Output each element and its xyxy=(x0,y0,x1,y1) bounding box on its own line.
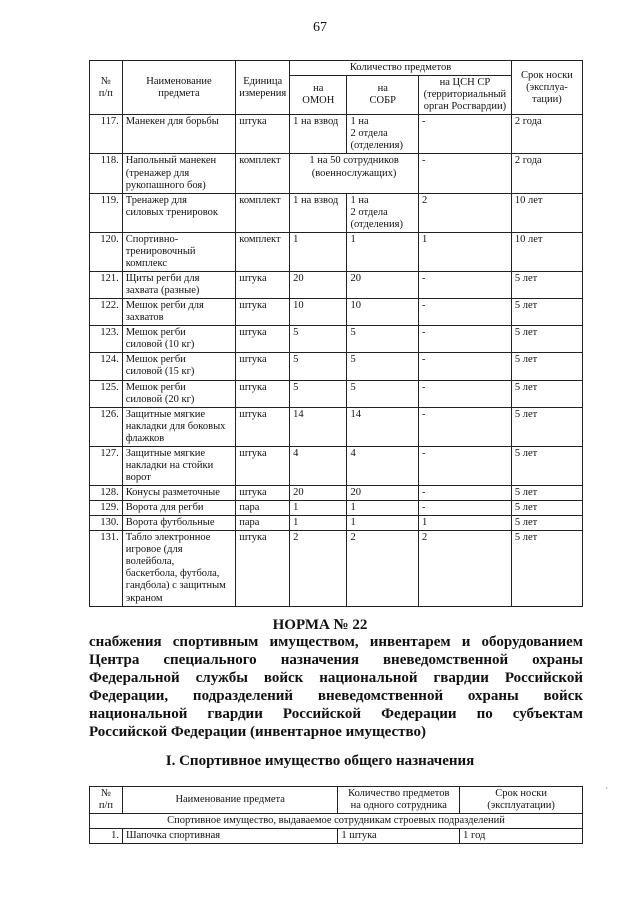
row-num: 117. xyxy=(90,115,123,154)
header-qty-csn: на ЦСН СР (территориальный орган Росгвардии) xyxy=(418,76,511,115)
row-wear: 5 лет xyxy=(511,501,582,516)
row-qty-omon: 5 xyxy=(290,326,347,353)
row-name: Щиты регби для захвата (разные) xyxy=(122,272,236,299)
row-wear: 5 лет xyxy=(511,486,582,501)
row-qty-omon: 4 xyxy=(290,446,347,485)
row-name: Напольный манекен (тренажер для рукопашного боя) xyxy=(122,154,236,193)
row-unit: штука xyxy=(236,486,290,501)
row-qty-omon: 20 xyxy=(290,486,347,501)
group-label: Спортивное имущество, выдаваемое сотрудникам строевых подразделений xyxy=(90,814,583,829)
row-qty-csn: 1 xyxy=(418,516,511,531)
row-num: 118. xyxy=(90,154,123,193)
row-wear: 5 лет xyxy=(511,299,582,326)
row-qty-sobr: 5 xyxy=(347,380,419,407)
row-qty-sobr: 1 на 2 отдела (отделения) xyxy=(347,115,419,154)
row-qty-sobr: 1 xyxy=(347,501,419,516)
row-wear: 2 года xyxy=(511,154,582,193)
row-qty-omon: 10 xyxy=(290,299,347,326)
margin-mark: ′ xyxy=(606,786,608,795)
table-row xyxy=(90,299,583,326)
table-row xyxy=(90,232,583,271)
row-unit: штука xyxy=(236,446,290,485)
row-unit: штука xyxy=(236,326,290,353)
row-qty-sobr: 20 xyxy=(347,486,419,501)
row-wear: 10 лет xyxy=(511,193,582,232)
row-num: 123. xyxy=(90,326,123,353)
table-row xyxy=(90,115,583,154)
row-qty-csn: - xyxy=(418,353,511,380)
row-unit: штука xyxy=(236,115,290,154)
row-qty-csn: - xyxy=(418,380,511,407)
header-unit: Единица измерения xyxy=(236,61,290,115)
row-name: Ворота футбольные xyxy=(122,516,236,531)
row-num: 1. xyxy=(90,829,123,844)
t2-header-qty: Количество предметов на одного сотрудника xyxy=(338,787,460,814)
row-qty-sobr: 14 xyxy=(347,407,419,446)
row-name: Мешок регби для захватов xyxy=(122,299,236,326)
row-qty-omon: 20 xyxy=(290,272,347,299)
row-qty-sobr: 20 xyxy=(347,272,419,299)
row-name: Шапочка спортивная xyxy=(122,829,337,844)
row-num: 131. xyxy=(90,531,123,606)
row-unit: комплект xyxy=(236,154,290,193)
row-unit: штука xyxy=(236,272,290,299)
row-wear: 1 год xyxy=(460,829,583,844)
row-num: 122. xyxy=(90,299,123,326)
row-num: 119. xyxy=(90,193,123,232)
row-qty-csn: - xyxy=(418,446,511,485)
row-num: 121. xyxy=(90,272,123,299)
row-unit: штука xyxy=(236,407,290,446)
t2-header-name: Наименование предмета xyxy=(122,787,337,814)
row-qty-csn: - xyxy=(418,272,511,299)
row-name: Тренажер для силовых тренировок xyxy=(122,193,236,232)
row-qty-sobr: 2 xyxy=(347,531,419,606)
row-wear: 5 лет xyxy=(511,380,582,407)
table-row xyxy=(90,407,583,446)
table-row xyxy=(90,446,583,485)
table-row xyxy=(90,353,583,380)
table-row xyxy=(90,516,583,531)
row-name: Защитные мягкие накладки на стойки ворот xyxy=(122,446,236,485)
row-qty-sobr: 1 xyxy=(347,516,419,531)
row-qty-csn: - xyxy=(418,486,511,501)
t2-header-wear: Срок носки (эксплуатации) xyxy=(460,787,583,814)
row-num: 130. xyxy=(90,516,123,531)
row-num: 124. xyxy=(90,353,123,380)
row-qty-omon: 1 xyxy=(290,516,347,531)
header-qty-group: Количество предметов xyxy=(290,61,512,76)
row-num: 127. xyxy=(90,446,123,485)
sports-equipment-table xyxy=(89,60,583,607)
row-name: Ворота для регби xyxy=(122,501,236,516)
table-row xyxy=(90,829,583,844)
row-unit: штука xyxy=(236,299,290,326)
row-unit: штука xyxy=(236,531,290,606)
row-qty: 1 штука xyxy=(338,829,460,844)
table-row xyxy=(90,154,583,193)
header-wear: Срок носки (эксплуа- тации) xyxy=(511,61,582,115)
table-row xyxy=(90,501,583,516)
row-name: Манекен для борьбы xyxy=(122,115,236,154)
row-wear: 10 лет xyxy=(511,232,582,271)
row-qty-sobr: 5 xyxy=(347,353,419,380)
header-num: № п/п xyxy=(90,61,123,115)
row-wear: 2 года xyxy=(511,115,582,154)
row-wear: 5 лет xyxy=(511,516,582,531)
row-qty-omon: 1 на взвод xyxy=(290,115,347,154)
row-qty-csn: 1 xyxy=(418,232,511,271)
row-qty-sobr: 1 xyxy=(347,232,419,271)
table-row xyxy=(90,486,583,501)
header-name: Наименование предмета xyxy=(122,61,236,115)
row-qty-sobr: 4 xyxy=(347,446,419,485)
t2-header-num: № п/п xyxy=(90,787,123,814)
row-wear: 5 лет xyxy=(511,272,582,299)
table-row xyxy=(90,326,583,353)
table-row xyxy=(90,193,583,232)
row-qty-sobr: 1 на 2 отдела (отделения) xyxy=(347,193,419,232)
row-qty-omon: 2 xyxy=(290,531,347,606)
row-num: 125. xyxy=(90,380,123,407)
row-unit: штука xyxy=(236,380,290,407)
row-num: 120. xyxy=(90,232,123,271)
row-name: Защитные мягкие накладки для боковых флажков xyxy=(122,407,236,446)
row-qty-csn: - xyxy=(418,326,511,353)
row-unit: пара xyxy=(236,501,290,516)
row-qty-csn: 2 xyxy=(418,531,511,606)
norm-description: снабжения спортивным имуществом, инвентарем и оборудованием Центра специального назначения вневедомственной охраны Федеральной службы войск национальной гвардии Российской Федерации, подразделений вневедомственной охраны войск национальной гвардии Российской Федерации по субъектам Российской Федерации (инвентарное имущество) xyxy=(89,634,583,740)
row-qty-merged: 1 на 50 сотрудников (военнослужащих) xyxy=(290,154,419,193)
row-name: Мешок регби силовой (15 кг) xyxy=(122,353,236,380)
row-qty-sobr: 5 xyxy=(347,326,419,353)
norm-title: НОРМА № 22 xyxy=(272,617,368,633)
row-qty-omon: 1 xyxy=(290,501,347,516)
row-unit: пара xyxy=(236,516,290,531)
row-wear: 5 лет xyxy=(511,353,582,380)
row-qty-csn: - xyxy=(418,299,511,326)
row-name: Мешок регби силовой (10 кг) xyxy=(122,326,236,353)
row-qty-omon: 5 xyxy=(290,380,347,407)
row-qty-csn: 2 xyxy=(418,193,511,232)
table-row xyxy=(90,380,583,407)
row-wear: 5 лет xyxy=(511,446,582,485)
row-qty-csn: - xyxy=(418,115,511,154)
row-name: Мешок регби силовой (20 кг) xyxy=(122,380,236,407)
row-name: Конусы разметочные xyxy=(122,486,236,501)
section-title: I. Спортивное имущество общего назначения xyxy=(165,753,475,769)
row-qty-csn: - xyxy=(418,501,511,516)
row-qty-omon: 1 xyxy=(290,232,347,271)
row-num: 126. xyxy=(90,407,123,446)
row-qty-sobr: 10 xyxy=(347,299,419,326)
page-number: 67 xyxy=(313,20,327,35)
row-qty-csn: - xyxy=(418,407,511,446)
row-qty-omon: 14 xyxy=(290,407,347,446)
row-num: 128. xyxy=(90,486,123,501)
row-unit: комплект xyxy=(236,232,290,271)
row-wear: 5 лет xyxy=(511,326,582,353)
row-qty-omon: 5 xyxy=(290,353,347,380)
row-wear: 5 лет xyxy=(511,407,582,446)
table-row xyxy=(90,531,583,606)
row-unit: штука xyxy=(236,353,290,380)
row-qty-csn: - xyxy=(418,154,511,193)
header-qty-sobr: на СОБР xyxy=(347,76,419,115)
row-name: Табло электронное игровое (для волейбола, баскетбола, футбола, гандбола) с защитным экраном xyxy=(122,531,236,606)
row-num: 129. xyxy=(90,501,123,516)
general-sports-table xyxy=(89,786,583,844)
row-name: Спортивно- тренировочный комплекс xyxy=(122,232,236,271)
row-qty-omon: 1 на взвод xyxy=(290,193,347,232)
row-unit: комплект xyxy=(236,193,290,232)
table-row xyxy=(90,272,583,299)
row-wear: 5 лет xyxy=(511,531,582,606)
header-qty-omon: на ОМОН xyxy=(290,76,347,115)
